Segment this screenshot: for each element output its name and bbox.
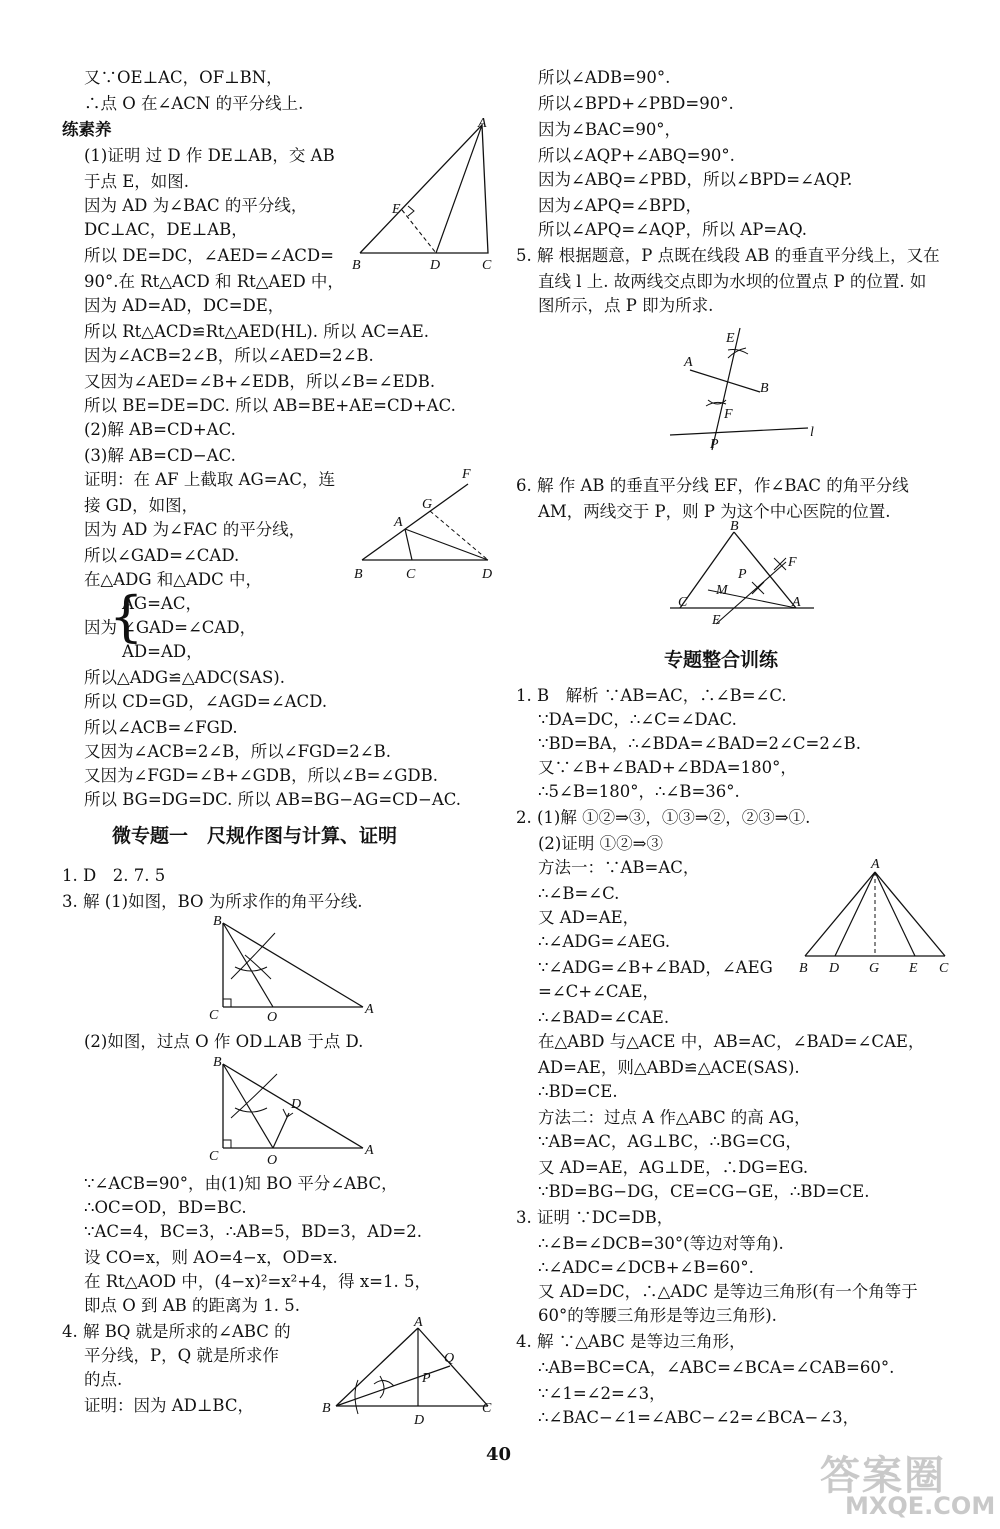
label-B: B: [352, 258, 361, 273]
label-A: A: [365, 1002, 374, 1017]
text-line: AD=AD，: [122, 642, 203, 661]
text-line: 因为 AD 为∠FAC 的平分线，: [84, 520, 306, 539]
figure-bq-bisector: [318, 1315, 498, 1428]
label-D: D: [291, 1097, 302, 1112]
label-A: A: [478, 116, 487, 131]
text-line: 又 AD=AE，: [538, 908, 640, 927]
text-line: ∵∠ADG=∠B+∠BAD，∠AEG: [538, 958, 773, 977]
text-line: 又因为∠AED=∠B+∠EDB，所以∠B=∠EDB.: [84, 372, 436, 391]
label-B: B: [213, 914, 222, 929]
text-line: 所以△ADG≌△ADC(SAS).: [84, 668, 285, 687]
label-G: G: [869, 961, 880, 976]
figure-dam-location: [660, 320, 830, 460]
text-line: 接 GD，如图，: [84, 496, 199, 515]
text-line: 1. B 解析 ∵AB=AC，∴∠B=∠C.: [516, 686, 787, 705]
label-P: P: [710, 437, 719, 452]
text-line: 因为∠ABQ=∠PBD，所以∠BPD=∠AQP.: [538, 170, 853, 189]
text-line: 设 CO=x，则 AO=4−x，OD=x.: [84, 1248, 338, 1267]
text-line: 证明：在 AF 上截取 AG=AC，连: [84, 470, 336, 489]
text-line: ∵BD=BG−DG，CE=CG−GE，∴BD=CE.: [538, 1182, 870, 1201]
text-line: 在△ABD 与△ACE 中，AB=AC，∠BAD=∠CAE，: [538, 1032, 925, 1051]
label-C: C: [939, 961, 949, 976]
text-line: 又 AD=AE，AG⊥DE，∴DG=EG.: [538, 1158, 809, 1177]
label-E: E: [726, 331, 735, 346]
label-A: A: [871, 857, 880, 872]
label-B: B: [760, 381, 769, 396]
text-line: 于点 E，如图.: [84, 172, 190, 191]
label-F: F: [724, 407, 733, 422]
text-line: =∠C+∠CAE，: [538, 982, 660, 1001]
label-Q: Q: [444, 1351, 455, 1366]
text-line: 即点 O 到 AB 的距离为 1. 5.: [84, 1296, 301, 1315]
text-line: 90°.在 Rt△ACD 和 Rt△AED 中，: [84, 272, 344, 291]
text-line: 证明：因为 AD⊥BC，: [84, 1396, 254, 1415]
text-line: 又∵∠B+∠BAD+∠BDA=180°，: [538, 758, 797, 777]
text-line: 6. 解 作 AB 的垂直平分线 EF，作∠BAC 的角平分线: [516, 476, 909, 495]
text-line: ∵DA=DC，∴∠C=∠DAC.: [538, 710, 737, 729]
text-line: 又因为∠FGD=∠B+∠GDB，所以∠B=∠GDB.: [84, 766, 439, 785]
figure-hospital-location: [668, 519, 818, 632]
label-C: C: [406, 567, 416, 582]
text-line: 所以 DE=DC，∠AED=∠ACD=: [84, 246, 334, 265]
label-O: O: [267, 1153, 278, 1168]
section-title: 专题整合训练: [664, 649, 779, 671]
text-line: ∵AC=4，BC=3，∴AB=5，BD=3，AD=2.: [84, 1222, 422, 1241]
text-line: ∴∠B=∠DCB=30°(等边对等角).: [538, 1234, 784, 1253]
label-G: G: [422, 497, 433, 512]
figure-triangle-de: [350, 115, 500, 275]
label-F: F: [462, 467, 471, 482]
label-A: A: [792, 595, 801, 610]
text-line: (2)证明 ①②⇒③: [538, 834, 663, 853]
text-line: (2)解 AB=CD+AC.: [84, 420, 236, 439]
label-B: B: [730, 519, 739, 534]
text-line: ∴∠BAD=∠CAE.: [538, 1008, 670, 1027]
label-A: A: [365, 1143, 374, 1158]
label-E: E: [712, 613, 721, 628]
text-line: ∠GAD=∠CAD，: [122, 618, 257, 637]
text-line: (2)如图，过点 O 作 OD⊥AB 于点 D.: [84, 1032, 364, 1051]
label-A: A: [394, 515, 403, 530]
label-C: C: [209, 1149, 219, 1164]
text-line: 方法一：∵AB=AC，: [538, 858, 700, 877]
text-line: ∵∠ACB=90°，由(1)知 BO 平分∠ABC，: [84, 1174, 398, 1193]
text-line: 所以 BG=DG=DC. 所以 AB=BG−AG=CD−AC.: [84, 790, 462, 809]
text-line: 因为∠BAC=90°，: [538, 120, 682, 139]
label-D: D: [414, 1413, 425, 1428]
text-line: 又 AD=DC，∴△ADC 是等边三角形(有一个角等于: [538, 1282, 918, 1301]
brace-symbol: {: [109, 585, 144, 648]
section-heading: 练素养: [62, 120, 112, 139]
topic-title: 微专题一 尺规作图与计算、证明: [112, 825, 398, 847]
watermark-url: MXQE.COM: [845, 1492, 996, 1520]
text-line: 3. 解 (1)如图，BO 为所求作的角平分线.: [62, 892, 363, 911]
text-line: 1. D 2. 7. 5: [62, 866, 166, 885]
text-line: ∴∠B=∠C.: [538, 884, 620, 903]
text-line: 在△ADG 和△ADC 中，: [84, 570, 262, 589]
figure-od-perpendicular: [205, 1056, 375, 1166]
text-line: (1)证明 过 D 作 DE⊥AB，交 AB: [84, 146, 335, 165]
text-line: 5. 解 根据题意，P 点既在线段 AB 的垂直平分线上，又在: [516, 246, 940, 265]
text-line: 直线 l 上. 故两线交点即为水坝的位置点 P 的位置. 如: [538, 272, 927, 291]
label-B: B: [799, 961, 808, 976]
text-line: 所以∠APQ=∠AQP，所以 AP=AQ.: [538, 220, 808, 239]
label-B: B: [213, 1055, 222, 1070]
text-line: 因为 AD=AD，DC=DE，: [84, 296, 285, 315]
text-line: 因为∠APQ=∠BPD，: [538, 196, 702, 215]
text-line: ∴∠BAC−∠1=∠ABC−∠2=∠BCA−∠3，: [538, 1408, 860, 1427]
text-line: 2. (1)解 ①②⇒③，①③⇒②，②③⇒①.: [516, 808, 811, 827]
label-C: C: [678, 595, 688, 610]
text-line: 又∵OE⊥AC，OF⊥BN，: [84, 68, 283, 87]
text-line: ∴AB=BC=CA，∠ABC=∠BCA=∠CAB=60°.: [538, 1358, 895, 1377]
text-line: 4. 解 ∵△ABC 是等边三角形，: [516, 1332, 746, 1351]
label-D: D: [829, 961, 840, 976]
text-line: 4. 解 BQ 就是所求的∠ABC 的: [62, 1322, 291, 1341]
label-B: B: [322, 1401, 331, 1416]
text-line: ∴BD=CE.: [538, 1082, 618, 1101]
figure-external-bisector: [350, 462, 500, 582]
text-line: 在 Rt△AOD 中，(4−x)²=x²+4，得 x=1. 5，: [84, 1272, 431, 1291]
text-line: 所以∠ACB=∠FGD.: [84, 718, 238, 737]
text-line: 所以∠GAD=∠CAD.: [84, 546, 240, 565]
text-line: ∴点 O 在∠ACN 的平分线上.: [84, 94, 304, 113]
label-E: E: [909, 961, 918, 976]
text-line: 因为 AD 为∠BAC 的平分线，: [84, 196, 308, 215]
text-line: 所以∠ADB=90°.: [538, 68, 671, 87]
label-P: P: [422, 1371, 431, 1386]
text-line: (3)解 AB=CD−AC.: [84, 446, 236, 465]
text-line: 60°的等腰三角形是等边三角形).: [538, 1306, 777, 1325]
text-line: 所以 BE=DE=DC. 所以 AB=BE+AE=CD+AC.: [84, 396, 456, 415]
text-line: AD=AE，则△ABD≌△ACE(SAS).: [538, 1058, 800, 1077]
text-line: 又因为∠ACB=2∠B，所以∠FGD=2∠B.: [84, 742, 391, 761]
label-F: F: [788, 555, 797, 570]
text-line: 方法二：过点 A 作△ABC 的高 AG，: [538, 1108, 811, 1127]
text-line: 所以 Rt△ACD≌Rt△AED(HL). 所以 AC=AE.: [84, 322, 430, 341]
text-line: 的点.: [84, 1370, 123, 1389]
text-line: AM，两线交于 P，则 P 为这个中心医院的位置.: [538, 502, 891, 521]
text-line: 所以 CD=GD，∠AGD=∠ACD.: [84, 692, 328, 711]
label-A: A: [684, 355, 693, 370]
watermark-logo: 答案圈: [820, 1453, 946, 1499]
text-line: ∵AB=AC，AG⊥BC，∴BG=CG，: [538, 1132, 802, 1151]
text-line: ∴5∠B=180°，∴∠B=36°.: [538, 782, 740, 801]
label-D: D: [482, 567, 493, 582]
label-D: D: [430, 258, 441, 273]
text-line: 因为∠ACB=2∠B，所以∠AED=2∠B.: [84, 346, 374, 365]
label-E: E: [392, 202, 401, 217]
label-l: l: [810, 425, 814, 440]
label-A: A: [414, 1315, 423, 1330]
text-line: 所以∠BPD+∠PBD=90°.: [538, 94, 734, 113]
label-B: B: [354, 567, 363, 582]
page-number: 40: [486, 1444, 512, 1465]
text-line: 所以∠AQP+∠ABQ=90°.: [538, 146, 735, 165]
text-line: ∵∠1=∠2=∠3，: [538, 1384, 666, 1403]
text-line: AG=AC，: [122, 594, 202, 613]
label-O: O: [267, 1010, 278, 1025]
text-line: ∴∠ADG=∠AEG.: [538, 932, 671, 951]
figure-angle-bisector-bo: [205, 915, 375, 1025]
label-P: P: [738, 567, 747, 582]
label-C: C: [209, 1008, 219, 1023]
text-line: DC⊥AC，DE⊥AB，: [84, 220, 248, 239]
text-line: 平分线，P，Q 就是所求作: [84, 1346, 279, 1365]
label-C: C: [482, 258, 492, 273]
text-line: 3. 证明 ∵DC=DB，: [516, 1208, 674, 1227]
label-M: M: [716, 583, 728, 598]
text-line: ∴OC=OD，BD=BC.: [84, 1198, 247, 1217]
text-line: ∵BD=BA，∴∠BDA=∠BAD=2∠C=2∠B.: [538, 734, 862, 753]
text-line: ∴∠ADC=∠DCB+∠B=60°.: [538, 1258, 754, 1277]
text-line: 因为: [84, 618, 117, 637]
text-line: 图所示，点 P 即为所求.: [538, 296, 714, 315]
figure-isosceles-dge: [795, 856, 965, 976]
label-C: C: [482, 1401, 492, 1416]
